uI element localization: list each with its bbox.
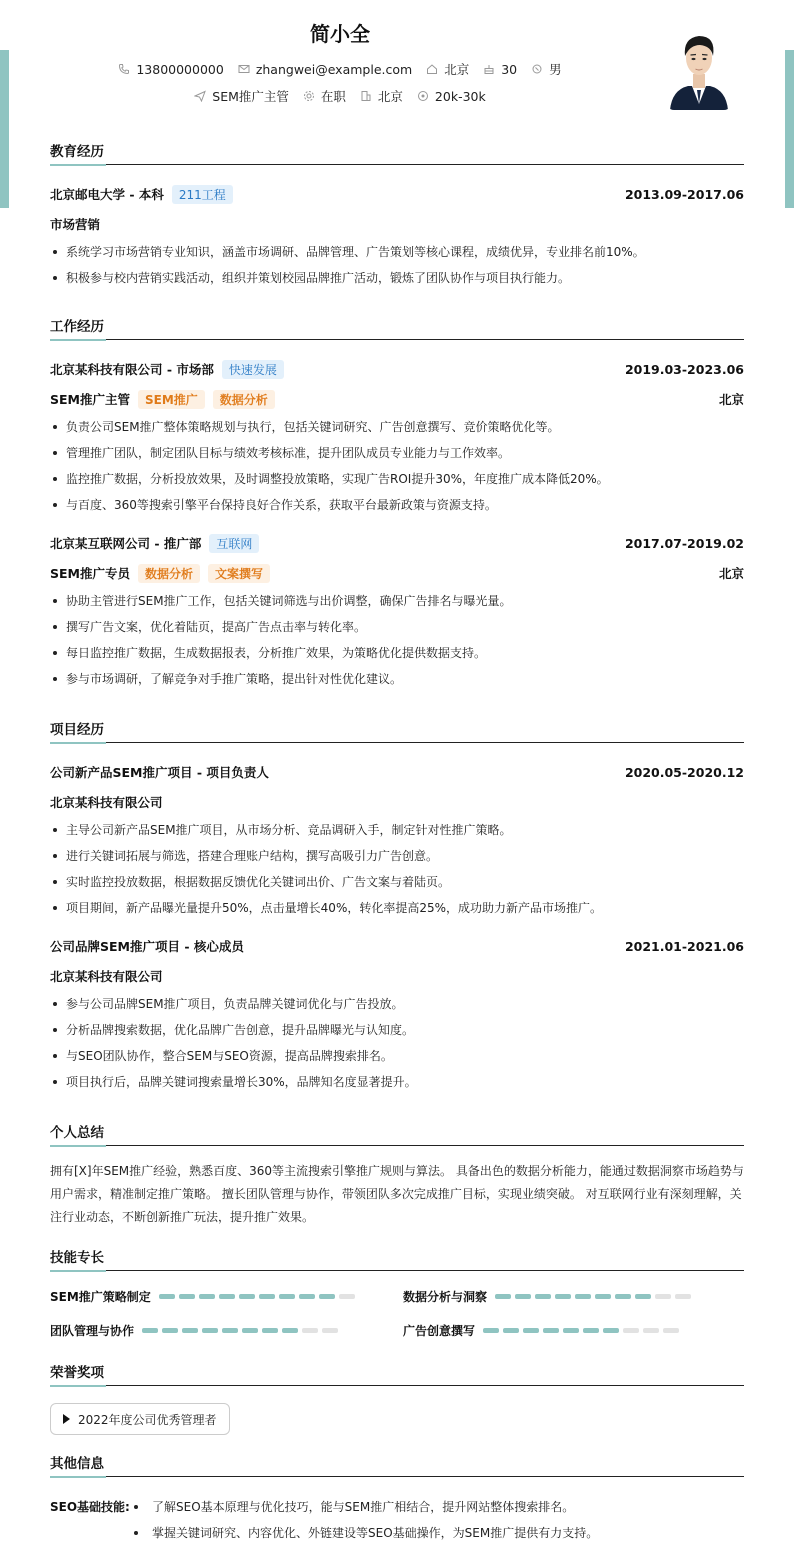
role-tag: 数据分析 xyxy=(138,564,200,583)
skill-level-bar xyxy=(159,1294,355,1299)
skill-level-dot xyxy=(142,1328,158,1333)
skill-level-dot xyxy=(575,1294,591,1299)
list-item: 项目期间，新产品曝光量提升50%，点击量增长40%，转化率提高25%，成功助力新产品市场推广。 xyxy=(50,895,744,921)
list-item: 每日监控推广数据，生成数据报表，分析推广效果，为策略优化提供数据支持。 xyxy=(50,640,744,666)
award-item xyxy=(50,1403,230,1435)
skill-level-dot xyxy=(182,1328,198,1333)
role-tag: 数据分析 xyxy=(213,390,275,409)
gender-item xyxy=(531,60,562,78)
work-role-row xyxy=(50,384,744,414)
skill-level-dot xyxy=(302,1328,318,1333)
project-org: 北京某科技有限公司 xyxy=(50,795,163,810)
skill-level-dot xyxy=(635,1294,651,1299)
other-row xyxy=(50,1520,744,1546)
home-icon xyxy=(426,63,438,75)
skill-level-dot xyxy=(279,1294,295,1299)
company-name: 北京某科技有限公司 - 市场部 xyxy=(50,362,214,377)
work-bullets xyxy=(50,414,744,518)
role-name: SEM推广专员 xyxy=(50,566,130,581)
skill-level-dot xyxy=(282,1328,298,1333)
skill-level-dot xyxy=(162,1328,178,1333)
list-item: 分析品牌搜索数据，优化品牌广告创意，提升品牌曝光与认知度。 xyxy=(50,1017,744,1043)
skill-level-dot xyxy=(675,1294,691,1299)
project-date: 2021.01-2021.06 xyxy=(624,938,744,954)
contact-row xyxy=(0,60,680,78)
skills-section xyxy=(50,1246,744,1341)
projects-section xyxy=(50,718,744,1095)
list-item: 了解SEO基本原理与优化技巧，能与SEM推广相结合，提升网站整体搜索排名。 xyxy=(130,1494,574,1520)
skill-level-dot xyxy=(623,1328,639,1333)
skill-level-dot xyxy=(663,1328,679,1333)
skill-level-dot xyxy=(222,1328,238,1333)
list-item: 主导公司新产品SEM推广项目，从市场分析、竞品调研入手，制定针对性推广策略。 xyxy=(50,817,744,843)
skill-level-bar xyxy=(495,1294,691,1299)
school-name: 北京邮电大学 - 本科 xyxy=(50,187,164,202)
education-section xyxy=(50,140,744,291)
education-major-row xyxy=(50,209,744,239)
skill-level-dot xyxy=(262,1328,278,1333)
work-location: 北京 xyxy=(718,566,744,581)
target-position-item xyxy=(194,87,289,105)
send-icon xyxy=(194,90,206,102)
skill-level-dot xyxy=(179,1294,195,1299)
skill-item xyxy=(403,1285,744,1307)
cake-icon xyxy=(483,63,495,75)
skill-level-dot xyxy=(603,1328,619,1333)
section-title-work: 工作经历 xyxy=(50,315,744,340)
skill-level-dot xyxy=(202,1328,218,1333)
major-name: 市场营销 xyxy=(50,217,101,232)
phone-text: 13800000000 xyxy=(136,61,224,77)
skill-level-dot xyxy=(503,1328,519,1333)
skill-name: SEM推广策略制定 xyxy=(50,1289,151,1304)
skill-level-dot xyxy=(322,1328,338,1333)
phone-item xyxy=(118,62,223,77)
list-item: 与SEO团队协作，整合SEM与SEO资源，提高品牌搜索排名。 xyxy=(50,1043,744,1069)
company-tag: 快速发展 xyxy=(222,360,284,379)
status-text: 在职 xyxy=(320,89,346,104)
skill-level-dot xyxy=(523,1328,539,1333)
list-item: 与百度、360等搜索引擎平台保持良好合作关系，获取平台最新政策与资源支持。 xyxy=(50,492,744,518)
work-role-row xyxy=(50,558,744,588)
city-item xyxy=(426,60,469,78)
section-title-awards: 荣誉奖项 xyxy=(50,1361,744,1386)
other-section xyxy=(50,1452,744,1546)
skill-level-dot xyxy=(339,1294,355,1299)
skill-name: 广告创意撰写 xyxy=(403,1323,476,1338)
skill-level-dot xyxy=(495,1294,511,1299)
project-title: 公司新产品SEM推广项目 - 项目负责人 xyxy=(50,765,269,780)
skill-level-dot xyxy=(583,1328,599,1333)
skill-level-dot xyxy=(643,1328,659,1333)
company-name: 北京某互联网公司 - 推广部 xyxy=(50,536,202,551)
work-date: 2017.07-2019.02 xyxy=(624,535,744,551)
gender-icon xyxy=(531,63,543,75)
skill-item xyxy=(50,1319,403,1341)
skills-grid xyxy=(50,1285,744,1341)
status-item xyxy=(303,87,346,105)
skill-name: 团队管理与协作 xyxy=(50,1323,135,1338)
list-item: 撰写广告文案，优化着陆页，提高广告点击率与转化率。 xyxy=(50,614,744,640)
list-item: 项目执行后，品牌关键词搜索量增长30%，品牌知名度显著提升。 xyxy=(50,1069,744,1095)
role-name: SEM推广主管 xyxy=(50,392,130,407)
school-tag: 211工程 xyxy=(172,185,233,204)
skill-level-dot xyxy=(563,1328,579,1333)
work-date: 2019.03-2023.06 xyxy=(624,361,744,377)
company-tag: 互联网 xyxy=(209,534,259,553)
skill-level-dot xyxy=(483,1328,499,1333)
play-icon xyxy=(63,1414,70,1424)
section-title-projects: 项目经历 xyxy=(50,718,744,743)
work-location: 北京 xyxy=(718,392,744,407)
skill-item xyxy=(50,1285,403,1307)
skill-level-dot xyxy=(319,1294,335,1299)
building-icon xyxy=(360,90,372,102)
project-title: 公司品牌SEM推广项目 - 核心成员 xyxy=(50,939,244,954)
work-header-row xyxy=(50,354,744,384)
gender-text: 男 xyxy=(549,62,562,77)
skill-level-dot xyxy=(199,1294,215,1299)
project-org: 北京某科技有限公司 xyxy=(50,969,163,984)
salary-item xyxy=(417,89,486,104)
education-header-row xyxy=(50,179,744,209)
summary-text xyxy=(50,1160,744,1229)
list-item: 管理推广团队，制定团队目标与绩效考核标准，提升团队成员专业能力与工作效率。 xyxy=(50,440,744,466)
awards-section xyxy=(50,1361,744,1435)
list-item: 掌握关键词研究、内容优化、外链建设等SEO基础操作，为SEM推广提供有力支持。 xyxy=(130,1520,598,1546)
age-text: 30 xyxy=(501,61,518,77)
target-city-item xyxy=(360,87,403,105)
skill-level-dot xyxy=(555,1294,571,1299)
work-bullets xyxy=(50,588,744,692)
target-position-text: SEM推广主管 xyxy=(212,89,289,104)
list-item: 参与公司品牌SEM推广项目，负责品牌关键词优化与广告投放。 xyxy=(50,991,744,1017)
skill-level-dot xyxy=(239,1294,255,1299)
summary-line: 用户需求，精准制定推广策略。 擅长团队管理与协作，带领团队多次完成推广目标，实现业绩突破。 对互联网行业有深刻理解，关 xyxy=(50,1187,742,1201)
summary-line: 注行业动态，不断创新推广玩法，提升推广效果。 xyxy=(50,1210,315,1224)
avatar-photo xyxy=(666,18,732,110)
skill-level-dot xyxy=(219,1294,235,1299)
target-city-text: 北京 xyxy=(377,89,403,104)
skill-level-dot xyxy=(242,1328,258,1333)
candidate-name: 简小全 xyxy=(310,22,370,46)
project-date: 2020.05-2020.12 xyxy=(624,764,744,780)
project-bullets xyxy=(50,991,744,1095)
project-org-row xyxy=(50,961,744,991)
work-section xyxy=(50,315,744,692)
list-item: 参与市场调研，了解竞争对手推广策略，提出针对性优化建议。 xyxy=(50,666,744,692)
work-header-row xyxy=(50,528,744,558)
skill-level-dot xyxy=(515,1294,531,1299)
project-bullets xyxy=(50,817,744,921)
skill-level-bar xyxy=(483,1328,679,1333)
section-title-summary: 个人总结 xyxy=(50,1121,744,1146)
section-title-other: 其他信息 xyxy=(50,1452,744,1477)
list-item: 进行关键词拓展与筛选，搭建合理账户结构，撰写高吸引力广告创意。 xyxy=(50,843,744,869)
list-item: 协助主管进行SEM推广工作，包括关键词筛选与出价调整，确保广告排名与曝光量。 xyxy=(50,588,744,614)
project-org-row xyxy=(50,787,744,817)
skill-level-dot xyxy=(543,1328,559,1333)
skill-level-dot xyxy=(259,1294,275,1299)
skill-level-dot xyxy=(299,1294,315,1299)
summary-section xyxy=(50,1121,744,1229)
summary-line: 拥有[X]年SEM推广经验，熟悉百度、360等主流搜索引擎推广规则与算法。 具备出色的数据分析能力，能通过数据洞察市场趋势与 xyxy=(50,1164,744,1178)
other-row xyxy=(50,1494,744,1520)
education-date: 2013.09-2017.06 xyxy=(624,186,744,202)
list-item: 监控推广数据，分析投放效果，及时调整投放策略，实现广告ROI提升30%，年度推广成本降低20%。 xyxy=(50,466,744,492)
mail-icon xyxy=(238,63,250,75)
skill-item xyxy=(403,1319,744,1341)
list-item: 积极参与校内营销实践活动，组织并策划校园品牌推广活动，锻炼了团队协作与项目执行能力。 xyxy=(50,265,744,291)
list-item: 负责公司SEM推广整体策略规划与执行，包括关键词研究、广告创意撰写、竞价策略优化等。 xyxy=(50,414,744,440)
award-text: 2022年度公司优秀管理者 xyxy=(78,1412,217,1427)
education-bullets xyxy=(50,239,744,291)
skill-level-dot xyxy=(535,1294,551,1299)
role-tag: SEM推广 xyxy=(138,390,205,409)
age-item xyxy=(483,62,517,77)
phone-icon xyxy=(118,63,130,75)
skill-level-dot xyxy=(595,1294,611,1299)
salary-text: 20k-30k xyxy=(434,88,486,104)
skill-level-dot xyxy=(655,1294,671,1299)
list-item: 系统学习市场营销专业知识，涵盖市场调研、品牌管理、广告策划等核心课程，成绩优异，专业排名前10%。 xyxy=(50,239,744,265)
skill-level-bar xyxy=(142,1328,338,1333)
skill-level-dot xyxy=(159,1294,175,1299)
skill-level-dot xyxy=(615,1294,631,1299)
job-intent-row xyxy=(0,87,680,105)
list-item: 实时监控投放数据，根据数据反馈优化关键词出价、广告文案与着陆页。 xyxy=(50,869,744,895)
project-header-row xyxy=(50,931,744,961)
project-header-row xyxy=(50,757,744,787)
email-item xyxy=(238,62,412,77)
other-label-spacer xyxy=(50,1520,130,1546)
skill-name: 数据分析与洞察 xyxy=(403,1289,488,1304)
role-tag: 文案撰写 xyxy=(208,564,270,583)
gear-icon xyxy=(303,90,315,102)
city-text: 北京 xyxy=(444,62,470,77)
other-label: SEO基础技能: xyxy=(50,1500,130,1514)
coin-icon xyxy=(417,90,429,102)
section-title-education: 教育经历 xyxy=(50,140,744,165)
section-title-skills: 技能专长 xyxy=(50,1246,744,1271)
resume-header xyxy=(0,0,794,130)
email-text: zhangwei@example.com xyxy=(255,61,413,77)
